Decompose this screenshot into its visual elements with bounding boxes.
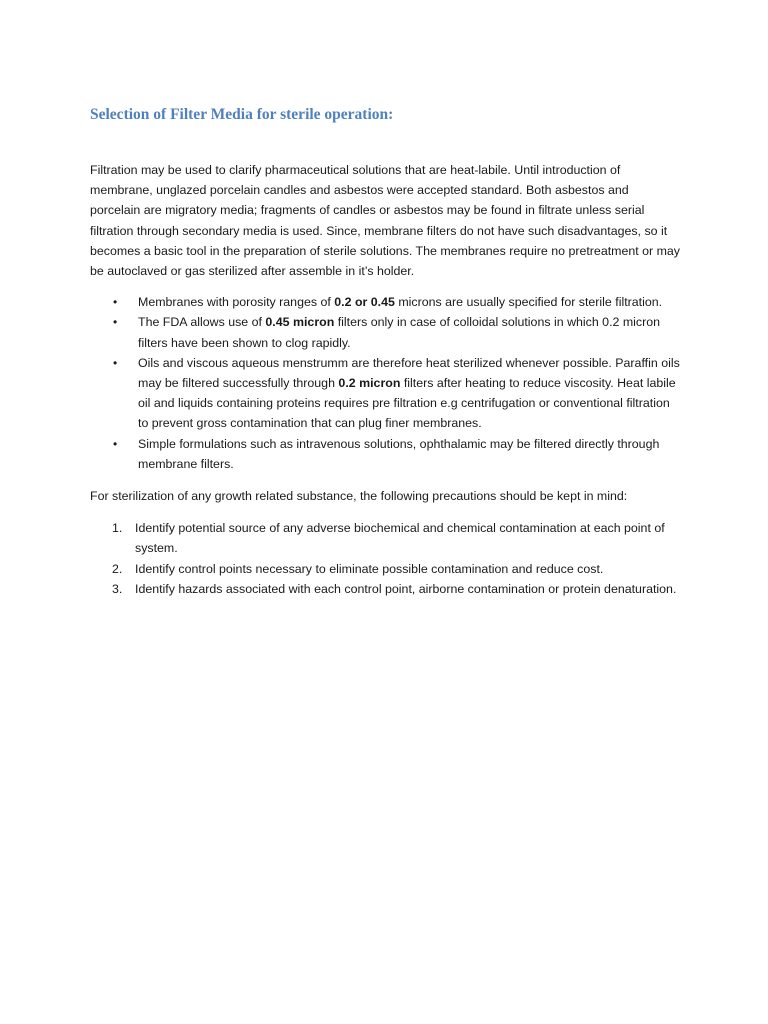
- bullet-marker: •: [113, 355, 118, 370]
- bullet-item-4: [90, 434, 682, 474]
- precaution-text: Identify potential source of any adverse biochemical and chemical contamination at each point of system.: [135, 521, 665, 556]
- intro-paragraph: Filtration may be used to clarify pharmaceutical solutions that are heat-labile. Until introduction of membrane, unglazed porcelain candles and asbestos were accepted standard. Both asbestos and porcelain are migratory media; fragments of candles or asbestos may be found in filtrate unless serial filtration through secondary media is used. Since, membrane filters do not have such disadvantages, so it becomes a basic tool in the preparation of sterile solutions. The membranes require no pretreatment or may be autoclaved or gas sterilized after assemble in it’s holder.: [90, 163, 681, 279]
- bullet-text: microns are usually specified for sterile filtration.: [394, 295, 663, 310]
- bullet-item-3: [90, 353, 682, 434]
- bullet-marker: •: [113, 436, 118, 451]
- list-number: 3.: [112, 581, 123, 596]
- bullet-item-2: [90, 312, 682, 352]
- precaution-text: Identify hazards associated with each control point, airborne contamination or protein denaturation.: [135, 581, 677, 596]
- document-body: [90, 104, 682, 599]
- list-number: 2.: [112, 561, 123, 576]
- precautions-intro: For sterilization of any growth related substance, the following precautions should be kept in mind:: [90, 489, 628, 504]
- bullet-text: Membranes with porosity ranges of: [138, 295, 335, 310]
- bullet-item-1: [90, 292, 682, 312]
- bullet-marker: •: [113, 315, 118, 330]
- section-heading: Selection of Filter Media for sterile operation:: [90, 106, 394, 123]
- precautions-list: [90, 518, 682, 599]
- list-number: 1.: [112, 521, 123, 536]
- bullet-list: [90, 292, 682, 474]
- precaution-item-3: [90, 579, 682, 599]
- bullet-bold-text: 0.2 micron: [338, 376, 401, 391]
- precaution-item-1: [90, 518, 682, 558]
- bullet-text: filters after heating to reduce viscosity. Heat labile oil and liquids containing proteins requires pre filtration e.g centrifugation or conventional filtration to prevent gross contamination that can plug finer membranes.: [138, 376, 676, 431]
- bullet-text: filters only in case of colloidal solutions in which 0.2 micron filters have been shown to clog rapidly.: [138, 315, 661, 350]
- bullet-marker: •: [113, 295, 118, 310]
- bullet-text: Oils and viscous aqueous menstrumm are therefore heat sterilized whenever possible. Paraffin oils may be filtered successfully through: [138, 355, 680, 391]
- bullet-text: Simple formulations such as intravenous solutions, ophthalamic may be filtered directly through membrane filters.: [138, 436, 660, 471]
- precaution-text: Identify control points necessary to eliminate possible contamination and reduce cost.: [135, 561, 604, 576]
- bullet-text: The FDA allows use of: [138, 315, 266, 330]
- precaution-item-2: [90, 559, 682, 579]
- bullet-bold-text: 0.2 or 0.45: [334, 295, 395, 310]
- bullet-bold-text: 0.45 micron: [265, 315, 335, 330]
